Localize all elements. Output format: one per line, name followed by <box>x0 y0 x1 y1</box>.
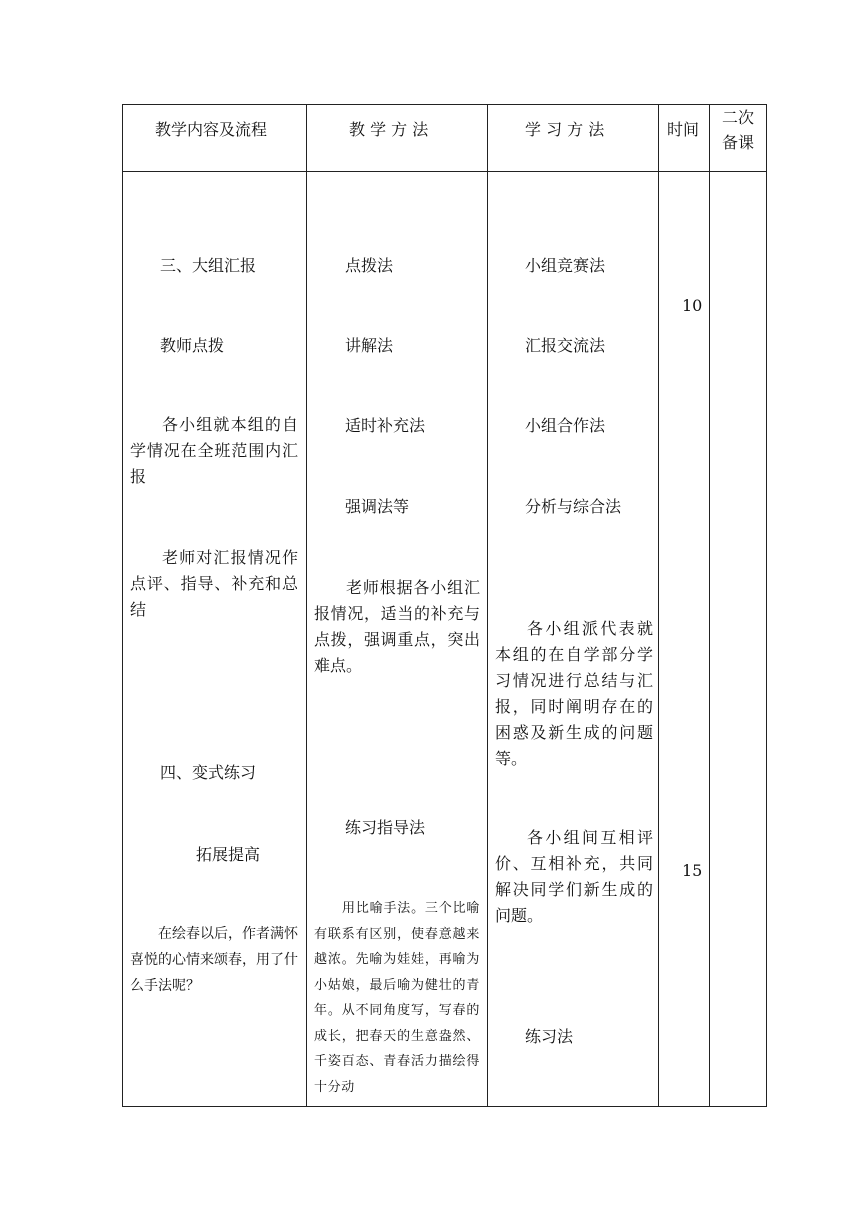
content-section-4: 四、变式练习 <box>160 763 257 782</box>
learning-method-2: 汇报交流法 <box>525 336 606 355</box>
header-second-prep-line2: 备课 <box>721 133 754 152</box>
table-left-border <box>122 104 123 1107</box>
teaching-method-4: 强调法等 <box>345 497 410 516</box>
time-value-2: 15 <box>682 861 703 880</box>
header-content-process: 教学内容及流程 <box>155 120 268 139</box>
header-teaching-method: 教 学 方 法 <box>349 120 429 139</box>
time-value-1: 10 <box>682 296 703 315</box>
learning-method-report: 各小组派代表就本组的在自学部分学习情况进行总结与汇报，同时阐明存在的困惑及新生成的问题等。 <box>495 619 653 768</box>
table-right-border <box>766 104 767 1107</box>
header-learning-method: 学 习 方 法 <box>525 120 605 139</box>
table-top-border <box>122 104 767 105</box>
content-teacher-comment: 老师对汇报情况作点评、指导、补充和总结 <box>130 548 298 619</box>
teaching-method-3: 适时补充法 <box>345 416 426 435</box>
learning-method-1: 小组竞赛法 <box>525 256 606 275</box>
col-divider-4 <box>709 104 710 1107</box>
teaching-method-detail: 老师根据各小组汇报情况，适当的补充与点拨，强调重点，突出难点。 <box>314 578 480 675</box>
learning-method-evaluate: 各小组间互相评价、互相补充，共同解决同学们新生成的问题。 <box>495 828 653 925</box>
teaching-method-2: 讲解法 <box>345 336 394 355</box>
teaching-method-practice: 练习指导法 <box>345 818 426 837</box>
col-divider-2 <box>487 104 488 1107</box>
teaching-method-1: 点拨法 <box>345 256 394 275</box>
header-bottom-border <box>122 171 767 172</box>
content-question: 在绘春以后，作者满怀喜悦的心情来颂春，用了什么手法呢？ <box>130 926 298 994</box>
header-time: 时间 <box>667 120 700 139</box>
learning-method-4: 分析与综合法 <box>525 497 622 516</box>
learning-method-3: 小组合作法 <box>525 416 606 435</box>
col-divider-1 <box>306 104 307 1107</box>
content-section-3: 三、大组汇报 <box>160 256 257 275</box>
content-group-report: 各小组就本组的自学情况在全班范围内汇报 <box>130 415 298 486</box>
table-bottom-border <box>122 1106 767 1107</box>
teaching-method-answer: 用比喻手法。三个比喻有联系有区别，使春意越来越浓。先喻为娃娃，再喻为小姑娘，最后喻为健壮的青年。从不同角度写，写春的成长，把春天的生意盎然、千姿百态、青春活力描绘得十分动 <box>314 901 480 1095</box>
header-second-prep-line1: 二次 <box>721 108 754 127</box>
learning-method-practice: 练习法 <box>525 1027 574 1046</box>
content-extension: 拓展提高 <box>196 845 261 864</box>
col-divider-3 <box>658 104 659 1107</box>
content-teacher-guidance: 教师点拨 <box>160 336 225 355</box>
